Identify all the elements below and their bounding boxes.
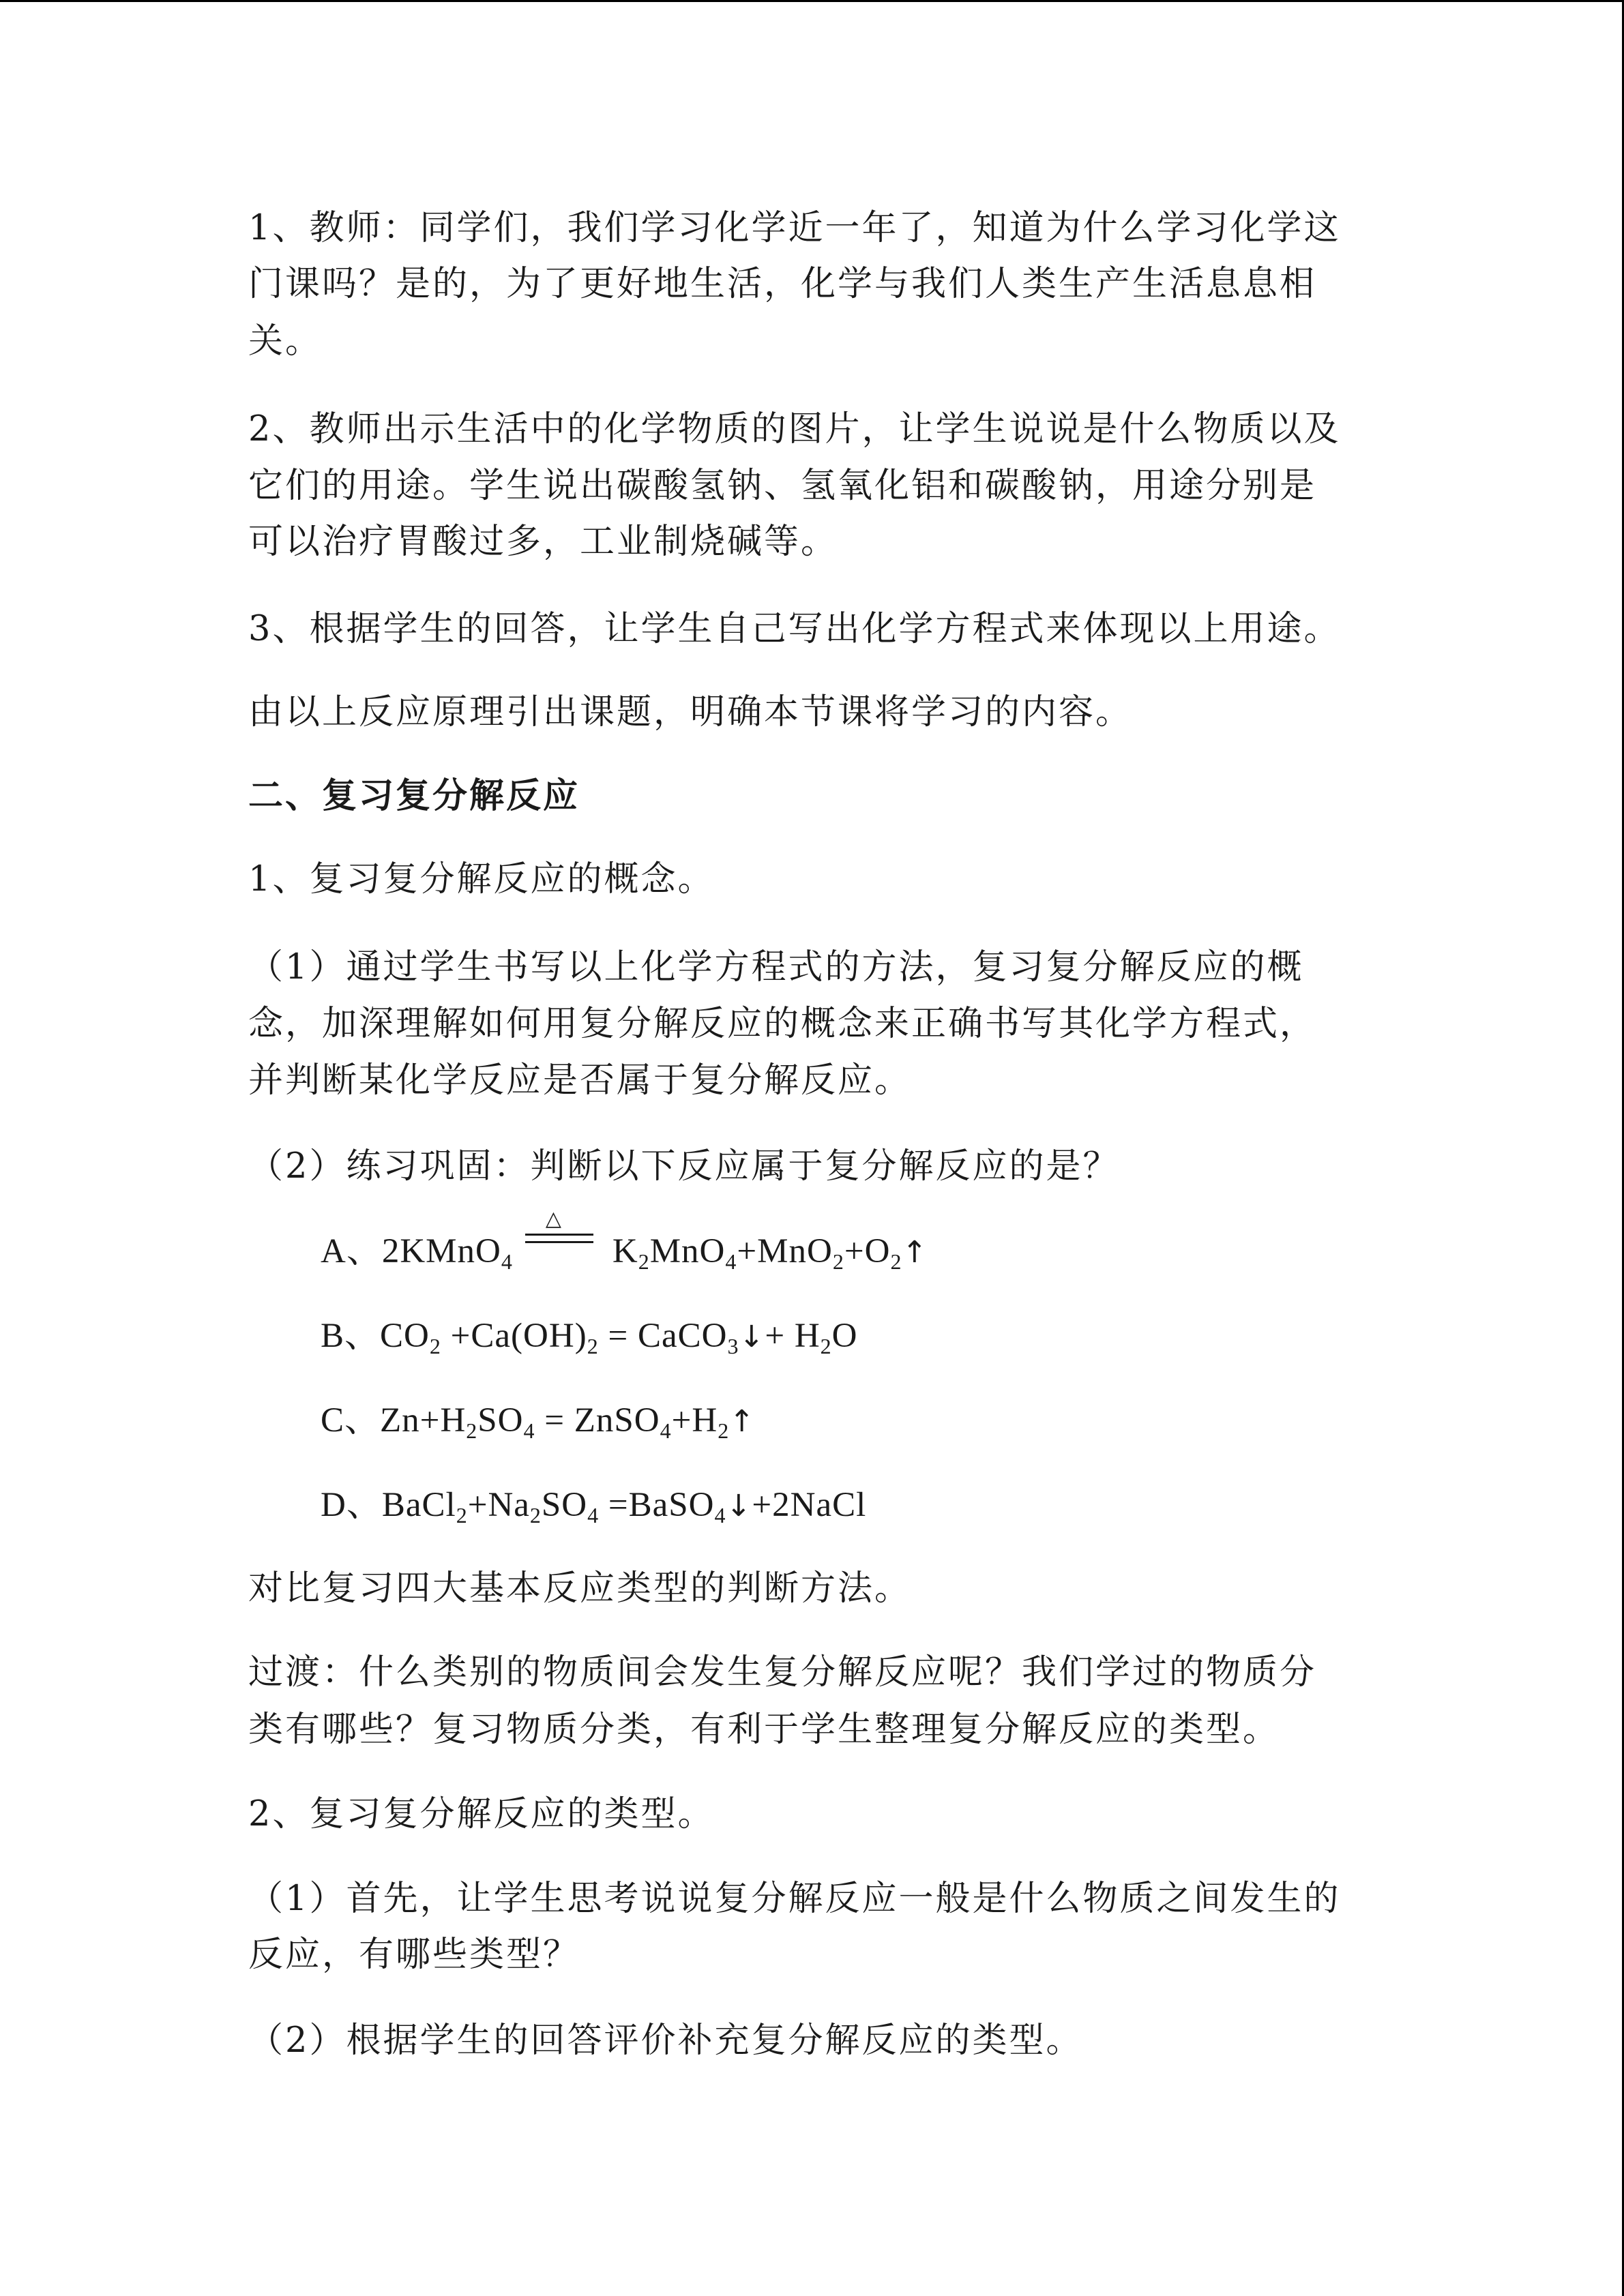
paragraph-11-line-2: 反应，有哪些类型？ [248,1935,580,1975]
option-a-equation: A、2KMnO$_4$ △ $K_2MnO_4+MnO_2+O_2↑$ [321,1207,928,1274]
paragraph-5: 1、复习复分解反应的概念。 [248,859,715,899]
paragraph-9-line-1: 过渡：什么类别的物质间会发生复分解反应呢？我们学过的物质分 [248,1652,1317,1693]
option-c-label: C、 [321,1401,381,1440]
paragraph-1-line-3: 关。 [248,321,323,361]
gas-up-arrow-icon: ↑ [729,1404,756,1439]
paragraph-7: （2）练习巩固：判断以下反应属于复分解反应的是？ [248,1146,1120,1187]
precipitate-down-arrow-icon: ↓ [739,1320,765,1354]
option-b-label: B、 [321,1317,381,1355]
page-top-border [0,0,1624,2]
option-c-equation: C、$Zn+H_2SO_4$ = $ZnSO_4+H_2↑$ [321,1401,756,1443]
precipitate-down-arrow-icon: ↓ [726,1489,752,1523]
paragraph-6-line-1: （1）通过学生书写以上化学方程式的方法，复习复分解反应的概 [248,947,1304,987]
paragraph-6-line-2: 念，加深理解如何用复分解反应的概念来正确书写其化学方程式， [248,1004,1317,1044]
paragraph-11-line-1: （1）首先，让学生思考说说复分解反应一般是什么物质之间发生的 [248,1879,1341,1919]
paragraph-2-line-3: 可以治疗胃酸过多，工业制烧碱等。 [248,522,838,562]
paragraph-8: 对比复习四大基本反应类型的判断方法。 [248,1568,912,1609]
paragraph-10: 2、复习复分解反应的类型。 [248,1794,715,1834]
section-heading: 二、复习复分解反应 [248,775,580,816]
heating-condition-sign [522,1207,597,1262]
option-d-equation: D、$BaCl_2+Na_2SO_4$ =BaSO$_4$↓+2NaCl [321,1486,867,1527]
paragraph-2-line-2: 它们的用途。学生说出碳酸氢钠、氢氧化铝和碳酸钠，用途分别是 [248,466,1317,506]
option-b-equation: B、$CO_2 +Ca(OH)_2$ = CaCO$_3$↓+ $H_2O$ [321,1317,858,1358]
heat-triangle-icon: △ [545,1207,562,1231]
paragraph-3: 3、根据学生的回答，让学生自己写出化学方程式来体现以上用途。 [248,609,1341,649]
paragraph-6-line-3: 并判断某化学反应是否属于复分解反应。 [248,1060,912,1101]
paragraph-1-line-2: 门课吗？是的，为了更好地生活，化学与我们人类生产生活息息相 [248,264,1317,304]
paragraph-4: 由以上反应原理引出课题，明确本节课将学习的内容。 [248,692,1133,732]
option-d-label: D、 [321,1486,382,1524]
gas-up-arrow-icon: ↑ [902,1235,928,1270]
paragraph-1-line-1: 1、教师：同学们，我们学习化学近一年了，知道为什么学习化学这 [248,208,1341,248]
paragraph-9-line-2: 类有哪些？复习物质分类，有利于学生整理复分解反应的类型。 [248,1710,1280,1750]
paragraph-12: （2）根据学生的回答评价补充复分解反应的类型。 [248,2021,1083,2061]
paragraph-2-line-1: 2、教师出示生活中的化学物质的图片，让学生说说是什么物质以及 [248,409,1341,449]
option-a-label: A、 [321,1232,382,1270]
